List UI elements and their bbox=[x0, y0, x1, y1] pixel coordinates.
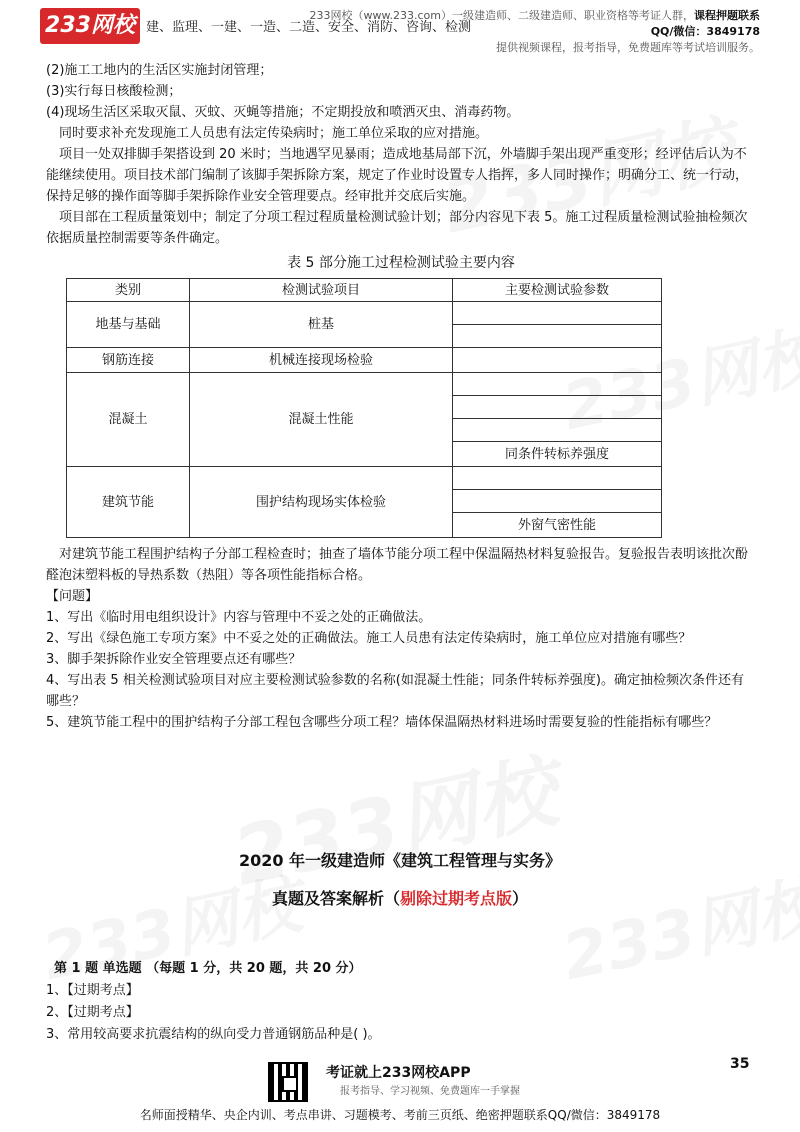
page-header bbox=[0, 0, 800, 52]
question-item: 5、建筑节能工程中的围护结构子分部工程包含哪些分项工程？墙体保温隔热材料进场时需要复验的性能指标有哪些？ bbox=[46, 715, 718, 730]
category-cell: 地基与基础 bbox=[67, 302, 190, 348]
question-type-header: 第 1 题 单选题 （每题 1 分，共 20 题，共 20 分） bbox=[54, 961, 362, 976]
inspection-table bbox=[66, 278, 662, 538]
table-header-cell: 类别 bbox=[67, 279, 190, 302]
paragraph: 同时要求补充发现施工人员患有法定传染病时；施工单位采取的应对措施。 bbox=[59, 126, 489, 141]
footer-contact: 名师面授精华、央企内训、考点串讲、习题模考、考前三页纸、绝密押题联系QQ/微信：3849178 bbox=[139, 1108, 661, 1122]
question-item: 1、写出《临时用电组织设计》内容与管理中不妥之处的正确做法。 bbox=[46, 610, 432, 625]
table-header-cell: 主要检测试验参数 bbox=[453, 279, 662, 302]
subtitle-text: 真题及答案解析（ bbox=[271, 889, 400, 908]
watermark bbox=[222, 727, 566, 907]
question-item: 2、写出《绿色施工专项方案》中不妥之处的正确做法。施工人员患有法定传染病时，施工单位应对措施有哪些？ bbox=[46, 631, 692, 646]
item-cell: 桩基 bbox=[190, 302, 453, 348]
param-cell: 同条件转标养强度 bbox=[453, 442, 662, 467]
section-title: 2020 年一级建造师《建筑工程管理与实务》 bbox=[238, 851, 562, 870]
section-subtitle bbox=[0, 886, 800, 909]
table-row bbox=[67, 373, 662, 396]
paragraph: 对建筑节能工程围护结构子分部工程检查时；抽查了墙体节能分项工程中保温隔热材料复验报告。复验报告表明该批次酚醛泡沫塑料板的导热系数（热阻）等各项性能指标合格。 bbox=[46, 547, 749, 583]
category-cell: 混凝土 bbox=[67, 373, 190, 467]
header-contact-strong: 课程押题联系QQ/微信：3849178 bbox=[650, 9, 760, 38]
header-exam-list: 建、监理、一建、一造、二造、安全、消防、咨询、检测 bbox=[146, 20, 472, 35]
question-item: 3、常用较高要求抗震结构的纵向受力普通钢筋品种是( )。 bbox=[46, 1027, 381, 1042]
param-cell bbox=[453, 302, 662, 325]
question-header: 【问题】 bbox=[46, 589, 99, 604]
paragraph: (4)现场生活区采取灭鼠、灭蚊、灭蝇等措施；不定期投放和喷洒灭虫、消毒药物。 bbox=[46, 105, 520, 120]
param-cell: 外窗气密性能 bbox=[453, 513, 662, 538]
table-header-row bbox=[67, 279, 662, 302]
table-row bbox=[67, 467, 662, 490]
question-item: 3、脚手架拆除作业安全管理要点还有哪些？ bbox=[46, 652, 302, 667]
param-cell bbox=[453, 490, 662, 513]
item-cell: 混凝土性能 bbox=[190, 373, 453, 467]
param-cell bbox=[453, 325, 662, 348]
paragraph: 项目一处双排脚手架搭设到 20 米时；当地遇罕见暴雨；造成地基局部下沉，外墙脚手架出现严重变形；经评估后认为不能继续使用。项目技术部门编制了该脚手架拆除方案，规定了作业时设置专人指挥，多人同时操作；明确分工、统一行动，保持足够的操作面等脚手架拆除作业安全管理要点。经审批并交底后实施。 bbox=[46, 147, 749, 204]
qr-code-icon bbox=[268, 1062, 308, 1102]
question-item: 2、【过期考点】 bbox=[46, 1005, 139, 1020]
paragraph: (3)实行每日核酸检测； bbox=[46, 84, 182, 99]
category-cell: 建筑节能 bbox=[67, 467, 190, 538]
param-cell bbox=[453, 396, 662, 419]
item-cell: 机械连接现场检验 bbox=[190, 348, 453, 373]
header-line-2: 提供视频课程，报考指导，免费题库等考试培训服务。 bbox=[496, 41, 760, 54]
header-contact bbox=[300, 8, 760, 56]
question-section bbox=[46, 958, 756, 1046]
table-title: 表 5 部分施工过程检测试验主要内容 bbox=[287, 255, 515, 271]
footer-app-sub: 报考指导、学习视频、免费题库一手掌握 bbox=[340, 1086, 520, 1097]
paragraph: 项目部在工程质量策划中；制定了分项工程过程质量检测试验计划；部分内容见下表 5。施工过程质量检测试验抽检频次依据质量控制需要等条件确定。 bbox=[46, 210, 748, 246]
param-cell bbox=[453, 419, 662, 442]
subtitle-highlight: 剔除过期考点版 bbox=[399, 889, 512, 908]
param-cell bbox=[453, 348, 662, 373]
paragraph: (2)施工工地内的生活区实施封闭管理； bbox=[46, 63, 273, 78]
param-cell bbox=[453, 373, 662, 396]
table-header-cell: 检测试验项目 bbox=[190, 279, 453, 302]
category-cell: 钢筋连接 bbox=[67, 348, 190, 373]
document-body bbox=[46, 60, 756, 733]
page-number: 35 bbox=[730, 1056, 750, 1072]
footer-app-promo: 考证就上233网校APP bbox=[326, 1065, 471, 1081]
question-item: 1、【过期考点】 bbox=[46, 983, 139, 998]
table-row bbox=[67, 302, 662, 325]
brand-logo: 233网校 bbox=[40, 8, 140, 44]
item-cell: 围护结构现场实体检验 bbox=[190, 467, 453, 538]
header-line-1: 233网校（www.233.com）一级建造师、二级建造师、职业资格等考证人群， bbox=[309, 9, 694, 22]
subtitle-end: ） bbox=[512, 889, 529, 908]
table-row bbox=[67, 348, 662, 373]
question-item: 4、写出表 5 相关检测试验项目对应主要检测试验参数的名称(如混凝土性能；同条件转标养强度)。确定抽检频次条件还有哪些？ bbox=[46, 673, 744, 709]
param-cell bbox=[453, 467, 662, 490]
